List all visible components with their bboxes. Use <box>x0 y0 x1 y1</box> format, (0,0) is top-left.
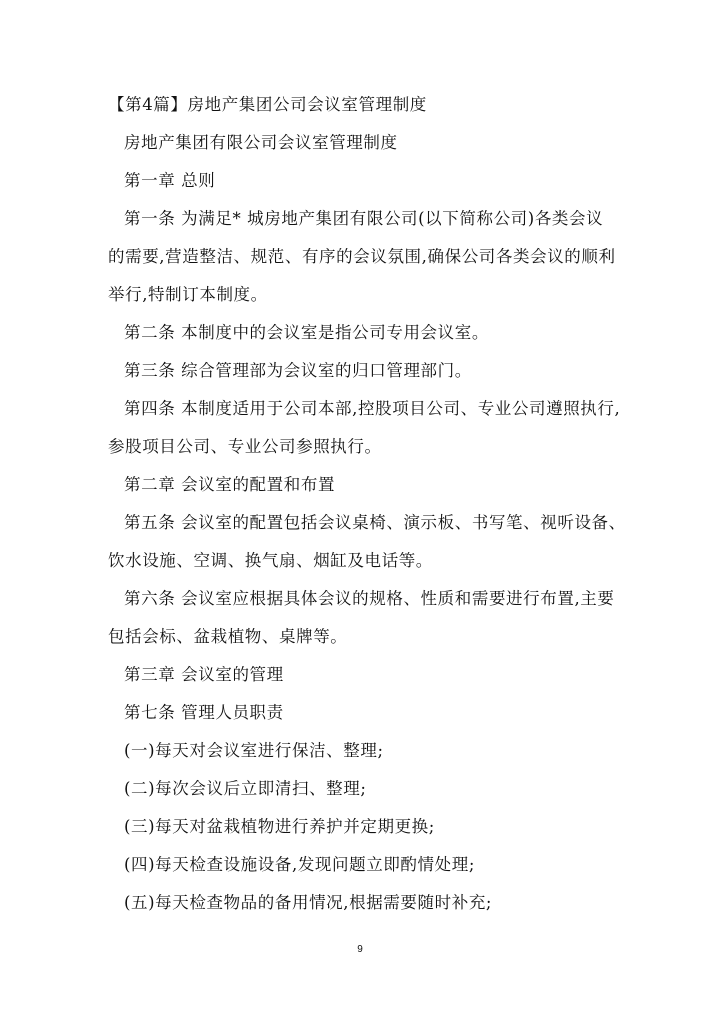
article-5-line-2: 饮水设施、空调、换气扇、烟缸及电话等。 <box>108 551 433 570</box>
duty-item-4: (四)每天检查设施设备,发现问题立即酌情处理; <box>124 855 475 874</box>
page-number: 9 <box>357 944 363 955</box>
article-1-line-2: 的需要,营造整洁、规范、有序的会议氛围,确保公司各类会议的顺利 <box>108 247 616 266</box>
article-4-line-2: 参股项目公司、专业公司参照执行。 <box>108 437 382 456</box>
document-title: 房地产集团有限公司会议室管理制度 <box>124 133 398 152</box>
article-4-line-1: 第四条 本制度适用于公司本部,控股项目公司、专业公司遵照执行, <box>124 399 621 418</box>
chapter-3-heading: 第三章 会议室的管理 <box>124 665 284 684</box>
article-6-line-1: 第六条 会议室应根据具体会议的规格、性质和需要进行布置,主要 <box>124 589 615 608</box>
duty-item-3: (三)每天对盆栽植物进行养护并定期更换; <box>124 817 435 836</box>
chapter-2-heading: 第二章 会议室的配置和布置 <box>124 475 336 494</box>
article-6-line-2: 包括会标、盆栽植物、桌牌等。 <box>108 627 348 646</box>
duty-item-5: (五)每天检查物品的备用情况,根据需要随时补充; <box>124 893 493 912</box>
duty-item-2: (二)每次会议后立即清扫、整理; <box>124 779 367 798</box>
article-7: 第七条 管理人员职责 <box>124 703 284 722</box>
duty-item-1: (一)每天对会议室进行保洁、整理; <box>124 741 384 760</box>
article-1-line-1: 第一条 为满足* 城房地产集团有限公司(以下简称公司)各类会议 <box>124 209 604 228</box>
chapter-1-heading: 第一章 总则 <box>124 171 216 190</box>
document-heading: 【第4篇】房地产集团公司会议室管理制度 <box>108 95 427 114</box>
article-2: 第二条 本制度中的会议室是指公司专用会议室。 <box>124 323 489 342</box>
article-3: 第三条 综合管理部为会议室的归口管理部门。 <box>124 361 472 380</box>
article-1-line-3: 举行,特制订本制度。 <box>108 285 268 304</box>
article-5-line-1: 第五条 会议室的配置包括会议桌椅、演示板、书写笔、视听设备、 <box>124 513 626 532</box>
